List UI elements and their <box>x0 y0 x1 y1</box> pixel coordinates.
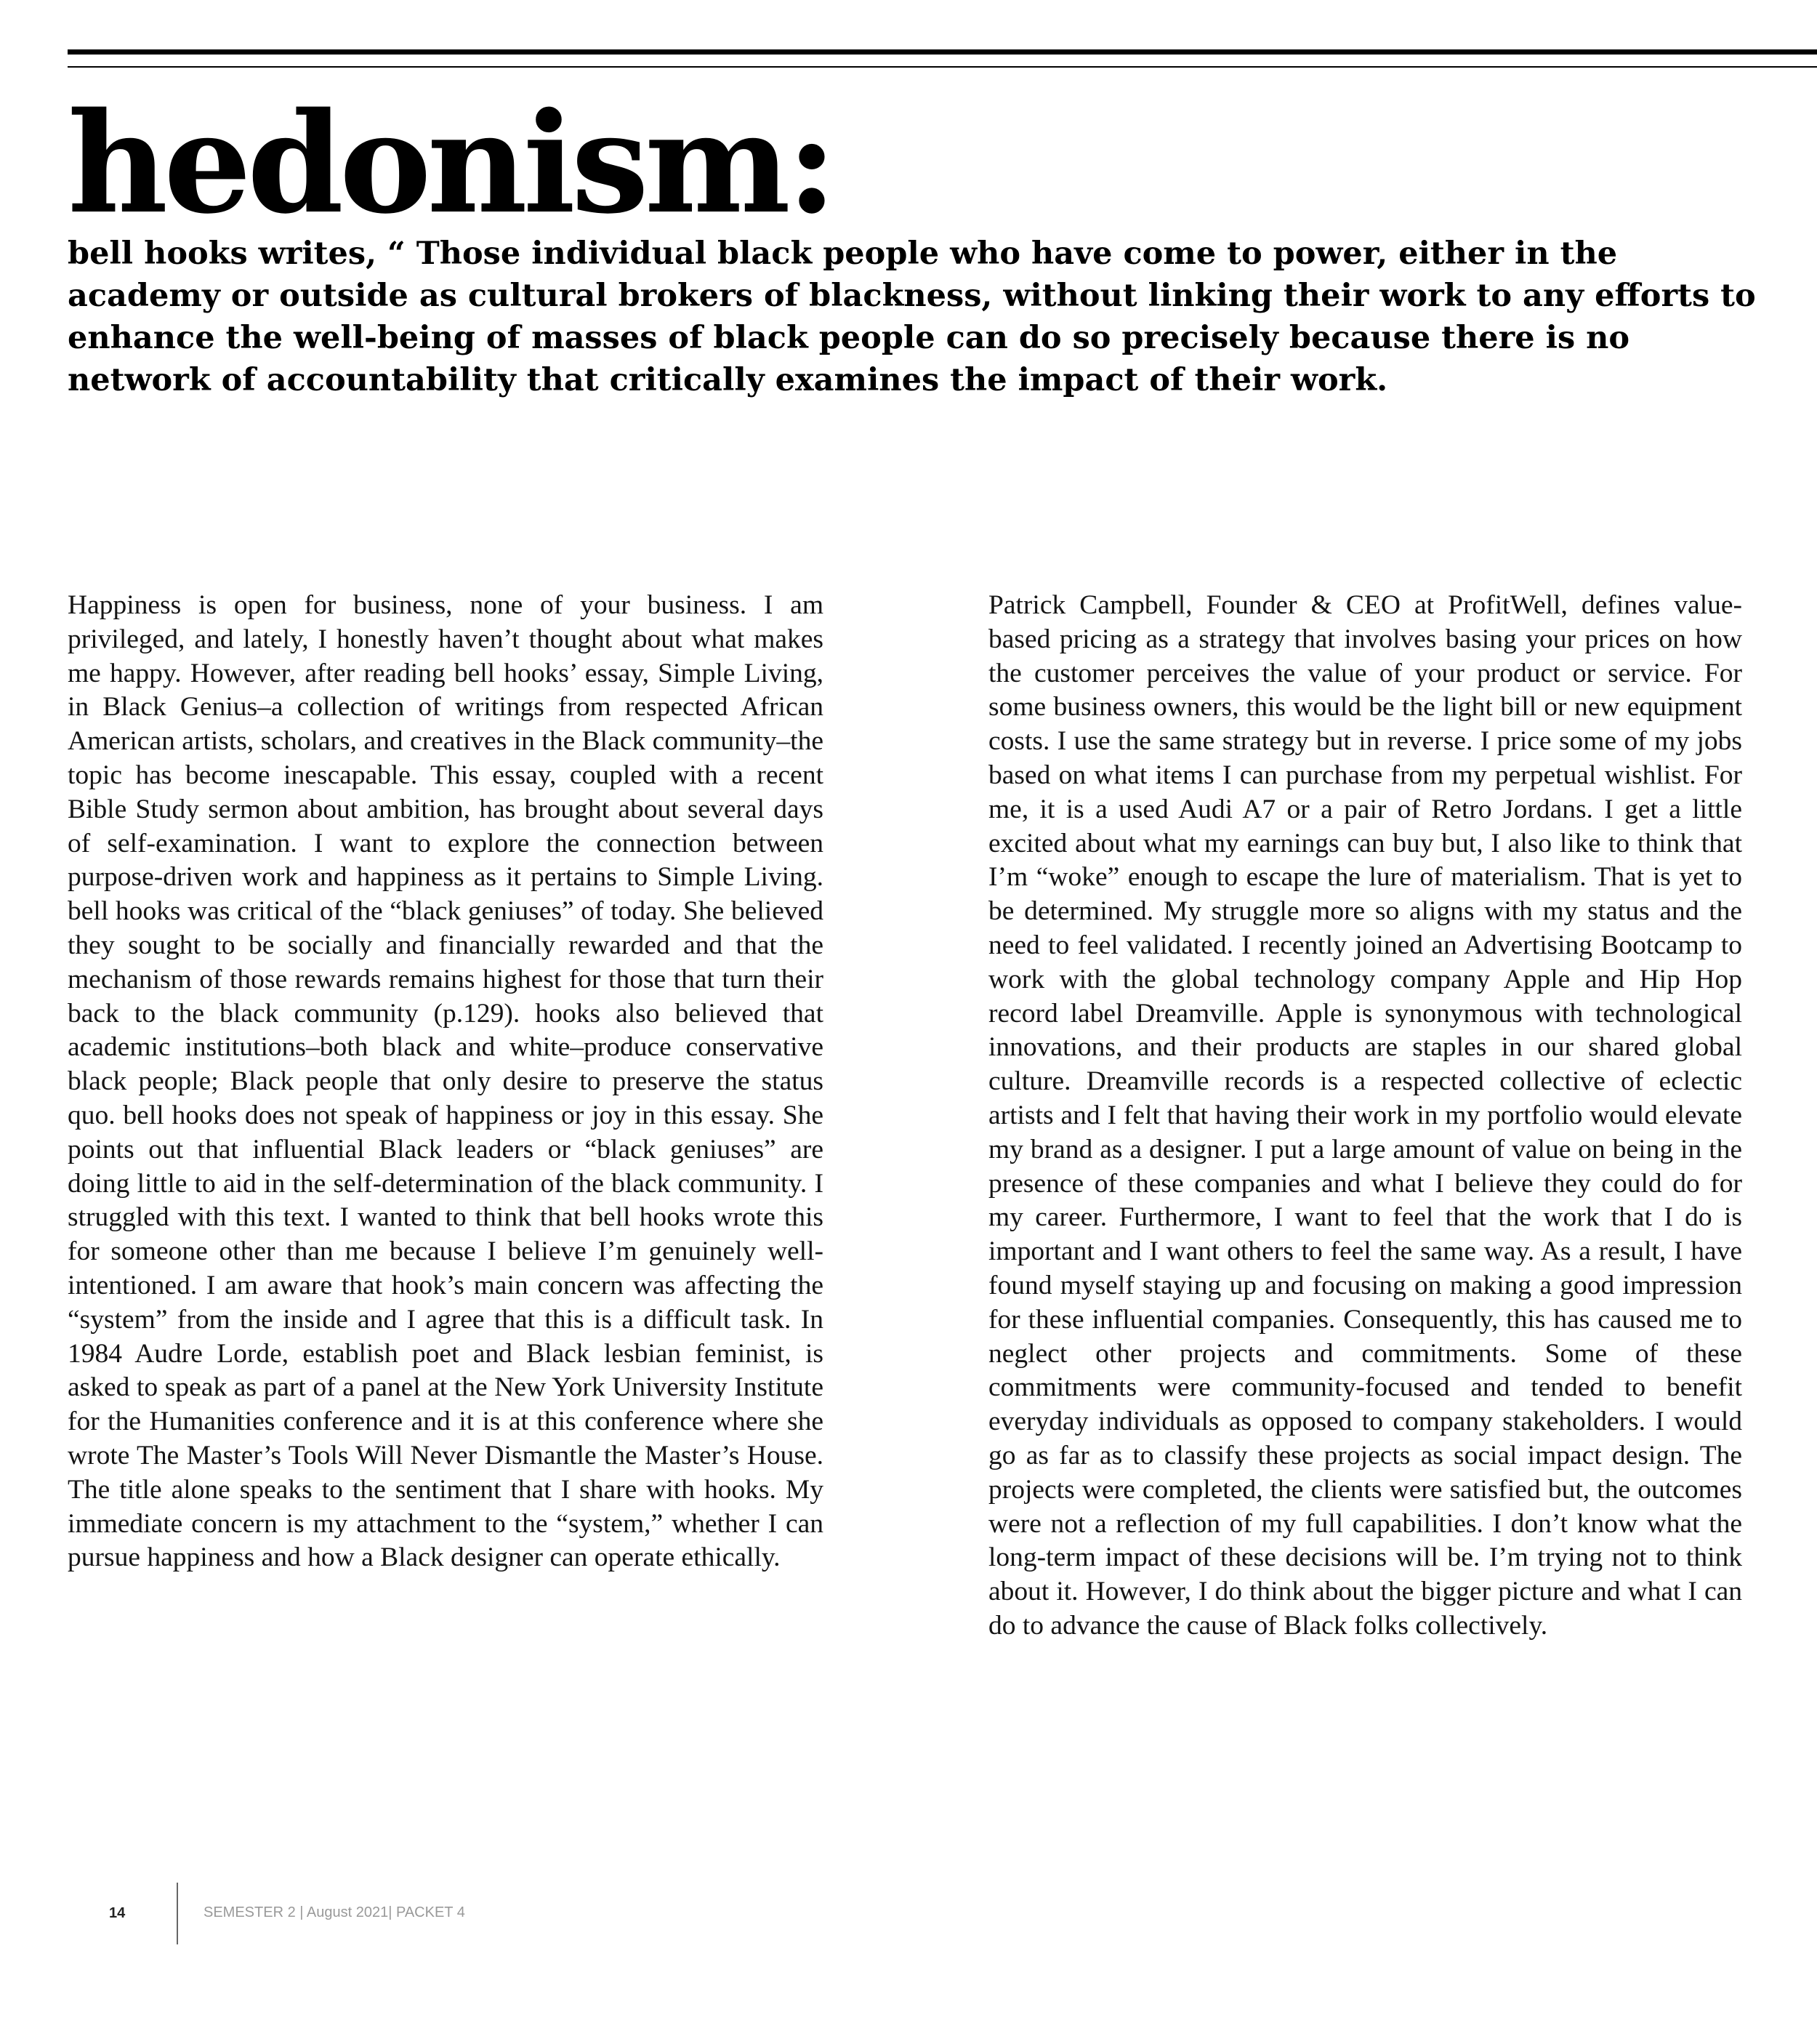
top-rule-thin <box>68 66 1817 68</box>
pull-quote: bell hooks writes, “ Those individual black people who have come to power, either in the academy or outside as cultural brokers of blackness, without linking their work to any efforts to enhance the well-being of masses of black people can do so precisely because there is no network of accountability that critically examines the impact of their work. <box>68 236 1756 398</box>
top-rule-thick <box>68 49 1817 55</box>
page-title: hedonism: <box>68 82 834 244</box>
body-column-left: Happiness is open for business, none of your business. I am privileged, and lately, I honestly haven’t thought about what makes me happy. However, after reading bell hooks’ essay, Simple Living, in Black Genius–a collection of writings from respected African American artists, scholars, and creatives in the Black community–the topic has become inescapable. This essay, coupled with a recent Bible Study sermon about ambition, has brought about several days of self-examination. I want to explore the connection between purpose-driven work and happiness as it pertains to Simple Living. bell hooks was critical of the “black geniuses” of today. She believed they sought to be socially and financially rewarded and that the mechanism of those rewards remains highest for those that turn their back to the black community (p.129). hooks also believed that academic institutions–both black and white–produce conservative black people; Black people that only desire to preserve the status quo. bell hooks does not speak of happiness or joy in this essay. She points out that influential Black leaders or “black geniuses” are doing little to aid in the self-determination of the black community. I struggled with this text. I wanted to think that bell hooks wrote this for someone other than me because I believe I’m genuinely well-intentioned. I am aware that hook’s main concern was affecting the “system” from the inside and I agree that this is a difficult task. In 1984 Audre Lorde, establish poet and Black lesbian feminist, is asked to speak as part of a panel at the New York University Institute for the Humanities conference and it is at this conference where she wrote The Master’s Tools Will Never Dismantle the Master’s House. The title alone speaks to the sentiment that I share with hooks. My immediate concern is my attachment to the “system,” whether I can pursue happiness and how a Black designer can operate ethically. <box>68 590 823 1573</box>
footer-running-text: SEMESTER 2 | August 2021| PACKET 4 <box>204 1904 465 1920</box>
footer-divider <box>177 1883 178 1944</box>
body-column-right: Patrick Campbell, Founder & CEO at ProfitWell, defines value-based pricing as a strategy that involves basing your prices on how the customer perceives the value of your product or service. For some business owners, this would be the light bill or new equipment costs. I use the same strategy but in reverse. I price some of my jobs based on what items I can purchase from my perpetual wishlist. For me, it is a used Audi A7 or a pair of Retro Jordans. I get a little excited about what my earnings can buy but, I also like to think that I’m “woke” enough to escape the lure of materialism. That is yet to be determined. My struggle more so aligns with my status and the need to feel validated. I recently joined an Advertising Bootcamp to work with the global technology company Apple and Hip Hop record label Dreamville. Apple is synonymous with technological innovations, and their products are staples in our shared global culture. Dreamville records is a respected collective of eclectic artists and I felt that having their work in my portfolio would elevate my brand as a designer. I put a large amount of value on being in the presence of these companies and what I believe they could do for my career. Furthermore, I want to feel that the work that I do is important and I want others to feel the same way. As a result, I have found myself staying up and focusing on making a good impression for these influential companies. Consequently, this has caused me to neglect other projects and commitments. Some of these commitments were community-focused and tended to benefit everyday individuals as opposed to company stakeholders. I would go as far as to classify these projects as social impact design. The projects were completed, the clients were satisfied but, the outcomes were not a reflection of my full capabilities. I don’t know what the long-term impact of these decisions will be. I’m trying not to think about it. However, I do think about the bigger picture and what I can do to advance the cause of Black folks collectively. <box>988 590 1742 1641</box>
page-number: 14 <box>109 1905 126 1921</box>
